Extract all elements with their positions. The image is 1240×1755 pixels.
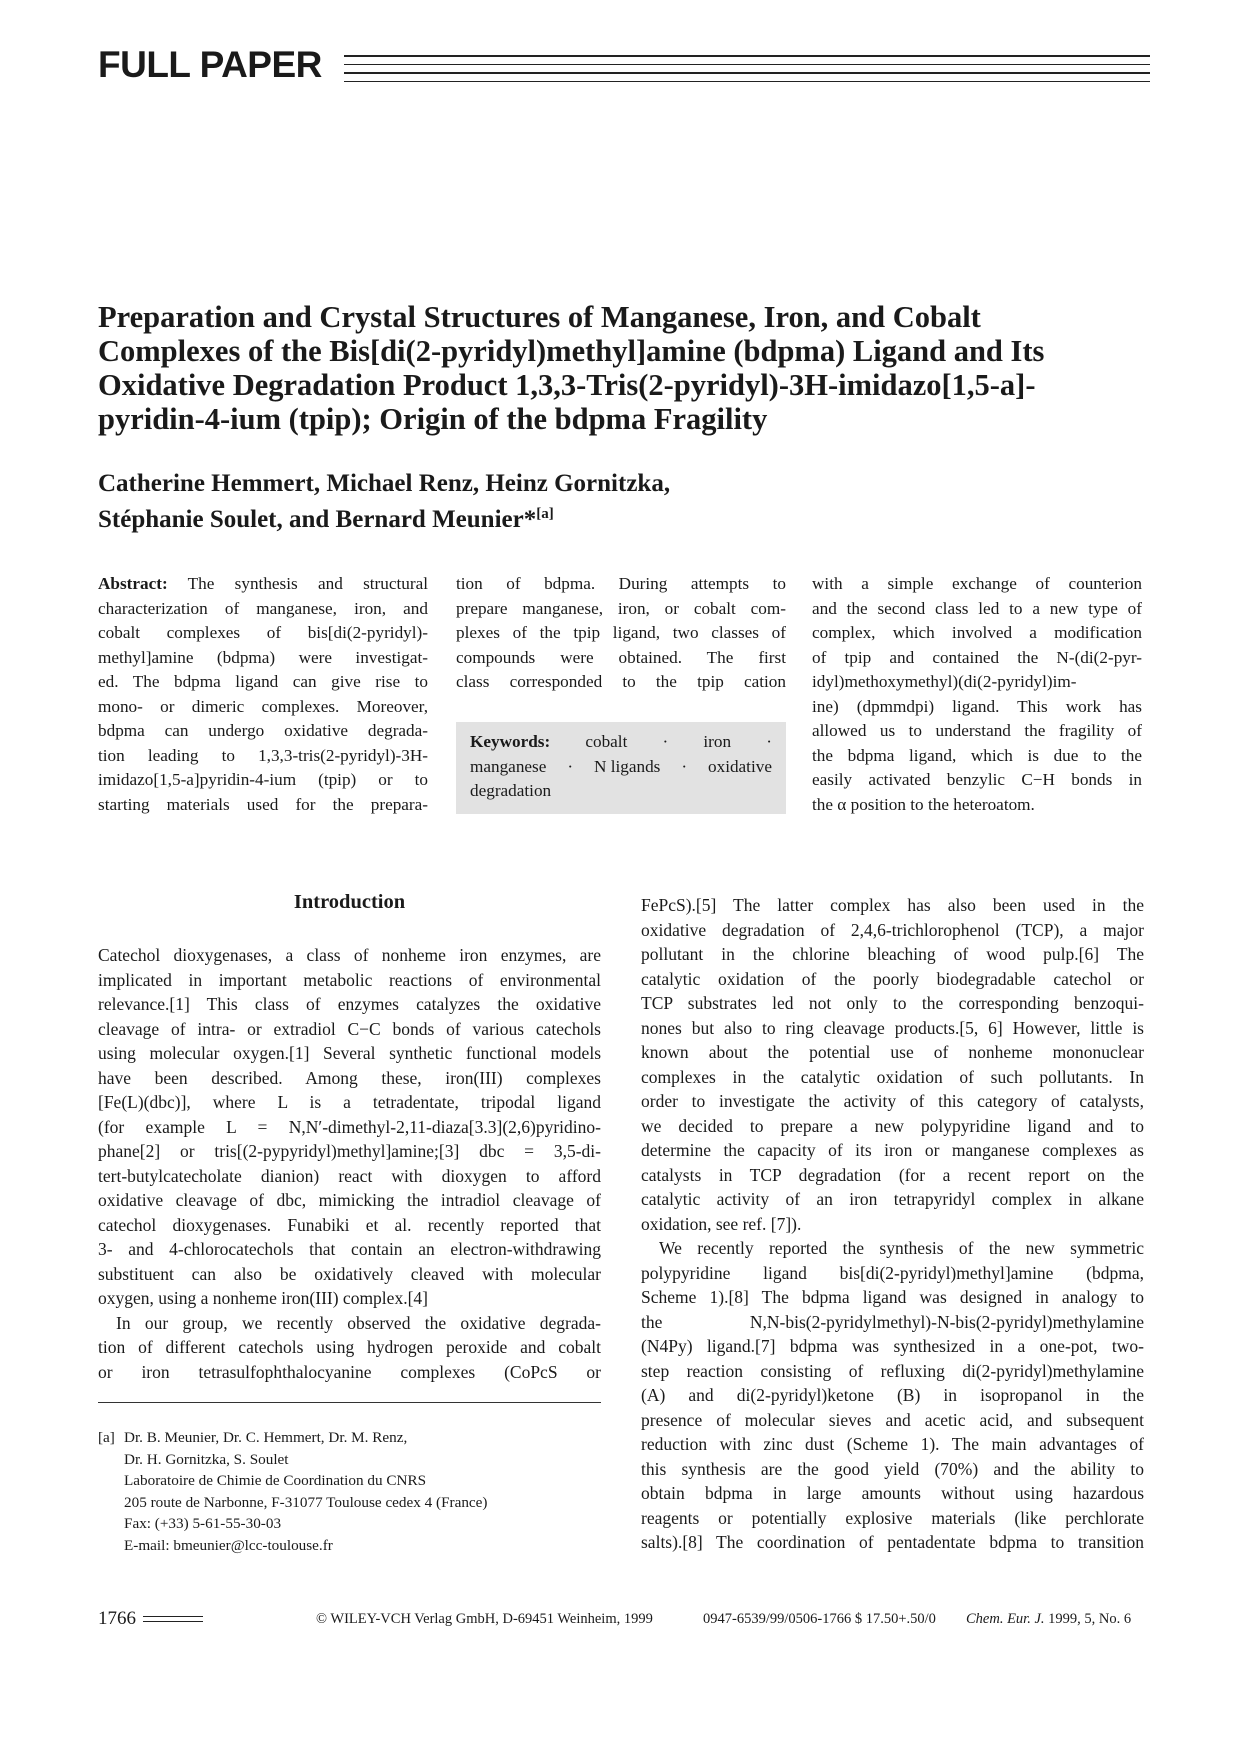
abstract-line: and the second class led to a new type of <box>812 598 1142 618</box>
body-line: presence of molecular sieves and acetic acid, and subsequent <box>641 1409 1144 1430</box>
abstract-line: characterization of manganese, iron, and <box>98 598 428 618</box>
body-column-right <box>641 893 1144 1555</box>
body-line: tert-butylcatecholate dianion) react with dioxygen to afford <box>98 1165 601 1186</box>
body-line: the N,N-bis(2-pyridylmethyl)-N-bis(2-pyridyl)methylamine <box>641 1311 1144 1332</box>
abstract-line: bdpma can undergo oxidative degrada- <box>98 721 428 740</box>
keyword-separator: · <box>681 756 688 776</box>
copyright-notice: © WILEY-VCH Verlag GmbH, D-69451 Weinheim, 1999 <box>316 1611 653 1627</box>
header-rules <box>344 55 1150 83</box>
page-number-rule <box>143 1616 203 1626</box>
body-line: In our group, we recently observed the oxidative degrada- <box>116 1312 601 1333</box>
title-line: pyridin-4-ium (tpip); Origin of the bdpma Fragility <box>98 402 768 436</box>
abstract-line: cobalt complexes of bis[di(2-pyridyl)- <box>98 623 428 642</box>
abstract-line: class corresponded to the tpip cation <box>456 672 786 691</box>
body-line: TCP substrates led not only to the corresponding benzoqui- <box>641 993 1144 1013</box>
abstract-column-1 <box>98 572 428 817</box>
keyword: iron <box>703 732 732 751</box>
abstract-label: Abstract: <box>98 574 168 593</box>
affiliation-footnote <box>98 1427 601 1556</box>
author-line: Catherine Hemmert, Michael Renz, Heinz Gornitzka, <box>98 470 671 497</box>
body-line: (for example L = N,N′-dimethyl-2,11-diaza[3.3](2,6)pyridino- <box>98 1116 601 1137</box>
body-line: salts).[8] The coordination of pentadentate bdpma to transition <box>641 1532 1144 1552</box>
keywords-label: Keywords: <box>470 732 551 751</box>
keyword: manganese <box>470 756 547 776</box>
body-line: order to investigate the activity of this category of catalysts, <box>641 1091 1144 1111</box>
abstract-line: methyl]amine (bdpma) were investigat- <box>98 647 428 667</box>
body-line: Catechol dioxygenases, a class of nonheme iron enzymes, are <box>98 945 601 965</box>
footnote-tag: [a] <box>98 1429 115 1446</box>
footnote-line: E-mail: bmeunier@lcc-toulouse.fr <box>124 1536 333 1554</box>
body-line: nones but also to ring cleavage products.[5, 6] However, little is <box>641 1017 1144 1038</box>
keywords-line <box>470 755 772 780</box>
abstract-line: with a simple exchange of counterion <box>812 574 1142 593</box>
title-line: Oxidative Degradation Product 1,3,3-Tris(2-pyridyl)-3H-imidazo[1,5-a]- <box>98 368 1036 402</box>
journal-name: Chem. Eur. J. <box>966 1611 1045 1627</box>
body-line: [Fe(L)(dbc)], where L is a tetradentate, tripodal ligand <box>98 1092 601 1112</box>
body-line: 3- and 4-chlorocatechols that contain an electron-withdrawing <box>98 1239 601 1259</box>
abstract-line: tion of bdpma. During attempts to <box>456 574 786 593</box>
abstract-column-3 <box>812 572 1142 817</box>
footnote-line: [a] Dr. B. Meunier, Dr. C. Hemmert, Dr. M. Renz, <box>98 1427 601 1449</box>
body-line: catalysts in TCP degradation (for a recent report on the <box>641 1164 1144 1185</box>
author-line: Stéphanie Soulet, and Bernard Meunier*[a] <box>98 506 554 533</box>
body-line: catechol dioxygenases. Funabiki et al. recently reported that <box>98 1214 601 1235</box>
keyword-separator: · <box>766 732 772 751</box>
keywords-box <box>456 722 786 814</box>
body-line: Scheme 1).[8] The bdpma ligand was designed in analogy to <box>641 1287 1144 1307</box>
abstract-line: ed. The bdpma ligand can give rise to <box>98 672 428 691</box>
paper-title <box>98 300 1148 436</box>
body-line: phane[2] or tris[(2-pypyridyl)methyl]amine;[3] dbc = 3,5-di- <box>98 1141 601 1161</box>
abstract-line: prepare manganese, iron, or cobalt com- <box>456 598 786 618</box>
keywords-line <box>470 730 772 755</box>
body-line: have been described. Among these, iron(III) complexes <box>98 1067 601 1088</box>
body-line: relevance.[1] This class of enzymes catalyzes the oxidative <box>98 994 601 1014</box>
body-line: FePcS).[5] The latter complex has also been used in the <box>641 895 1144 915</box>
journal-citation: Chem. Eur. J. 1999, 5, No. 6 <box>966 1611 1132 1627</box>
keyword: oxidative <box>708 756 772 776</box>
footnote-rule <box>98 1402 601 1403</box>
keyword-separator: · <box>662 732 669 751</box>
footnote-line: Dr. H. Gornitzka, S. Soulet <box>124 1450 289 1468</box>
body-line: determine the capacity of its iron or manganese complexes as <box>641 1140 1144 1160</box>
body-line: catalytic oxidation of the poorly biodegradable catechol or <box>641 968 1144 989</box>
body-line: complexes in the catalytic oxidation of such pollutants. In <box>641 1066 1144 1087</box>
body-line: known about the potential use of nonheme mononuclear <box>641 1042 1144 1062</box>
body-column-left <box>98 943 601 1384</box>
body-line: using molecular oxygen.[1] Several synthetic functional models <box>98 1043 601 1063</box>
abstract-line: ine) (dpmmdpi) ligand. This work has <box>812 696 1142 716</box>
abstract-line: allowed us to understand the fragility of <box>812 721 1142 740</box>
body-line: this synthesis are the good yield (70%) and the ability to <box>641 1458 1144 1479</box>
abstract-line: the bdpma ligand, which is due to the <box>812 745 1142 765</box>
body-line: step reaction consisting of refluxing di(2-pyridyl)methylamine <box>641 1360 1144 1381</box>
section-label: FULL PAPER <box>98 44 322 85</box>
footnote-line: Fax: (+33) 5-61-55-30-03 <box>124 1515 282 1532</box>
body-line: pollutant in the chlorine bleaching of wood pulp.[6] The <box>641 944 1144 964</box>
body-line: catalytic activity of an iron tetrapyridyl complex in alkane <box>641 1189 1144 1209</box>
abstract-line: of tpip and contained the N-(di(2-pyr- <box>812 647 1142 667</box>
abstract-line: mono- or dimeric complexes. Moreover, <box>98 696 428 716</box>
body-line: reagents or potentially explosive materials (like perchlorate <box>641 1507 1144 1528</box>
footnote-line: Laboratoire de Chimie de Coordination du CNRS <box>124 1472 427 1489</box>
body-line: oxidation, see ref. [7]). <box>641 1213 802 1234</box>
body-line: (N4Py) ligand.[7] bdpma was synthesized in a one-pot, two- <box>641 1336 1144 1356</box>
body-line: reduction with zinc dust (Scheme 1). The main advantages of <box>641 1434 1144 1454</box>
body-line: cleavage of intra- or extradiol C−C bonds of various catechols <box>98 1018 601 1039</box>
body-line: We recently reported the synthesis of the new symmetric <box>659 1238 1144 1258</box>
footnote-line: 205 route de Narbonne, F-31077 Toulouse cedex 4 (France) <box>124 1493 488 1511</box>
body-line: implicated in important metabolic reactions of environmental <box>98 969 601 990</box>
abstract-line: Abstract: The synthesis and structural <box>98 574 428 593</box>
keyword: cobalt <box>585 732 628 751</box>
abstract-line: tion leading to 1,3,3-tris(2-pyridyl)-3H- <box>98 745 428 765</box>
section-heading: Introduction <box>293 891 406 913</box>
abstract-column-2 <box>456 572 786 695</box>
body-line: or iron tetrasulfophthalocyanine complexes (CoPcS or <box>98 1361 601 1382</box>
author-list <box>98 468 998 535</box>
body-line: substituent can also be oxidatively cleaved with molecular <box>98 1263 601 1284</box>
body-line: oxidative degradation of 2,4,6-trichlorophenol (TCP), a major <box>641 919 1144 940</box>
title-line: Preparation and Crystal Structures of Manganese, Iron, and Cobalt <box>98 300 981 334</box>
abstract-line: the α position to the heteroatom. <box>812 794 1035 814</box>
issn-code: 0947-6539/99/0506-1766 $ 17.50+.50/0 <box>703 1611 936 1627</box>
body-line: tion of different catechols using hydrogen peroxide and cobalt <box>98 1337 601 1357</box>
body-line: oxygen, using a nonheme iron(III) complex.[4] <box>98 1288 428 1308</box>
body-line: (A) and di(2-pyridyl)ketone (B) in isopropanol in the <box>641 1385 1144 1405</box>
keyword: N ligands <box>594 756 661 776</box>
page-number: 1766 <box>98 1608 136 1629</box>
abstract-line: idyl)methoxymethyl)(di(2-pyridyl)im- <box>812 672 1077 691</box>
abstract-line: starting materials used for the prepara- <box>98 794 428 814</box>
abstract-line: compounds were obtained. The first <box>456 647 786 667</box>
body-line: oxidative cleavage of dbc, mimicking the intradiol cleavage of <box>98 1190 601 1210</box>
body-line: we decided to prepare a new polypyridine ligand and to <box>641 1115 1144 1136</box>
body-line: polypyridine ligand bis[di(2-pyridyl)methyl]amine (bdpma, <box>641 1262 1144 1283</box>
keyword-separator: · <box>567 756 574 776</box>
abstract-line: complex, which involved a modification <box>812 623 1142 642</box>
body-line: obtain bdpma in large amounts without using hazardous <box>641 1483 1144 1503</box>
page-footer <box>98 1608 1150 1636</box>
abstract-line: easily activated benzylic C−H bonds in <box>812 770 1142 789</box>
keywords-line: degradation <box>470 781 552 800</box>
abstract-line: imidazo[1,5-a]pyridin-4-ium (tpip) or to <box>98 770 428 789</box>
abstract-line: plexes of the tpip ligand, two classes of <box>456 623 786 642</box>
affiliation-mark: [a] <box>536 506 554 522</box>
title-line: Complexes of the Bis[di(2-pyridyl)methyl]amine (bdpma) Ligand and Its <box>98 334 1045 368</box>
